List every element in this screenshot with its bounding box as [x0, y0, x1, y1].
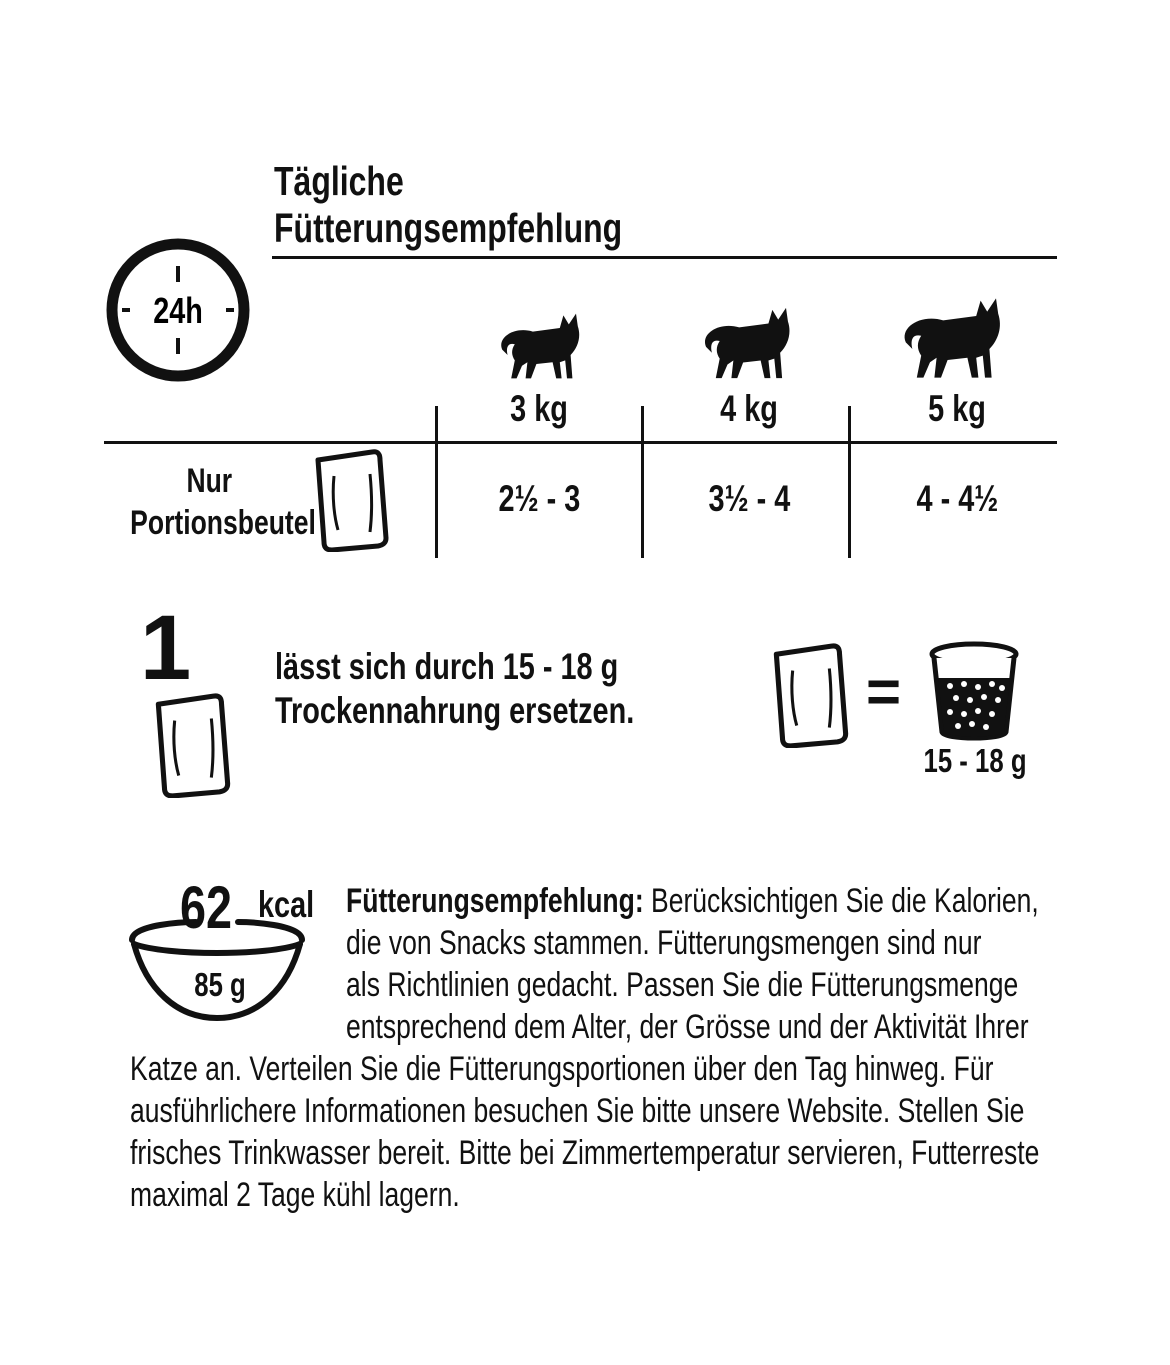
advice-line: als Richtlinien gedacht. Passen Sie die Fütterungsmenge [346, 966, 1019, 1004]
page-title [274, 158, 720, 252]
kcal-value: 62 [180, 874, 233, 941]
replacement-text: lässt sich durch 15 - 18 g Trockennahrung ersetzen. [275, 646, 635, 731]
advice-line: ausführlichere Informationen besuchen Sie bitte unsere Website. Stellen Sie [130, 1092, 1025, 1130]
cat-5kg-icon [896, 294, 1008, 382]
row-label: Nur Portionsbeutel [130, 462, 316, 542]
table-column-divider [435, 406, 438, 558]
weight-header-5kg: 5 kg [928, 388, 986, 429]
pouch-icon [312, 446, 392, 552]
pouch-icon [152, 690, 234, 798]
amount-4kg: 3½ - 4 [708, 478, 790, 519]
advice-line: die von Snacks stammen. Fütterungsmengen sind nur [346, 924, 982, 962]
amount-3kg: 2½ - 3 [498, 478, 580, 519]
table-divider [104, 441, 1057, 444]
pouch-icon [770, 640, 852, 748]
bowl-weight: 85 g [194, 966, 246, 1003]
title-underline [272, 256, 1057, 259]
advice-line: Fütterungsempfehlung: Berücksichtigen Sie die Kalorien, [346, 882, 1039, 920]
advice-line: Katze an. Verteilen Sie die Fütterungsportionen über den Tag hinweg. Für [130, 1050, 994, 1088]
advice-line: entsprechend dem Alter, der Grösse und der Aktivität Ihrer [346, 1008, 1029, 1046]
pouch-count: 1 [140, 597, 192, 699]
amount-5kg: 4 - 4½ [916, 478, 998, 519]
weight-header-4kg: 4 kg [720, 388, 778, 429]
equals-sign: = [866, 658, 902, 725]
advice-line: maximal 2 Tage kühl lagern. [130, 1176, 460, 1214]
feeding-advice [130, 880, 1170, 1216]
advice-label: Fütterungsempfehlung: [346, 882, 644, 920]
cup-amount: 15 - 18 g [923, 742, 1027, 779]
table-column-divider [641, 406, 644, 558]
title-line-1: Tägliche [274, 158, 404, 204]
title-line-2: Fütterungsempfehlung [274, 205, 623, 251]
clock-24h-icon [100, 234, 256, 390]
dry-food-cup-icon [926, 640, 1022, 744]
kcal-unit: kcal [258, 884, 315, 925]
cat-4kg-icon [697, 304, 797, 382]
advice-line: frisches Trinkwasser bereit. Bitte bei Zimmertemperatur servieren, Futterreste [130, 1134, 1040, 1172]
weight-header-3kg: 3 kg [510, 388, 568, 429]
cat-3kg-icon [494, 310, 586, 382]
clock-label: 24h [153, 289, 203, 331]
